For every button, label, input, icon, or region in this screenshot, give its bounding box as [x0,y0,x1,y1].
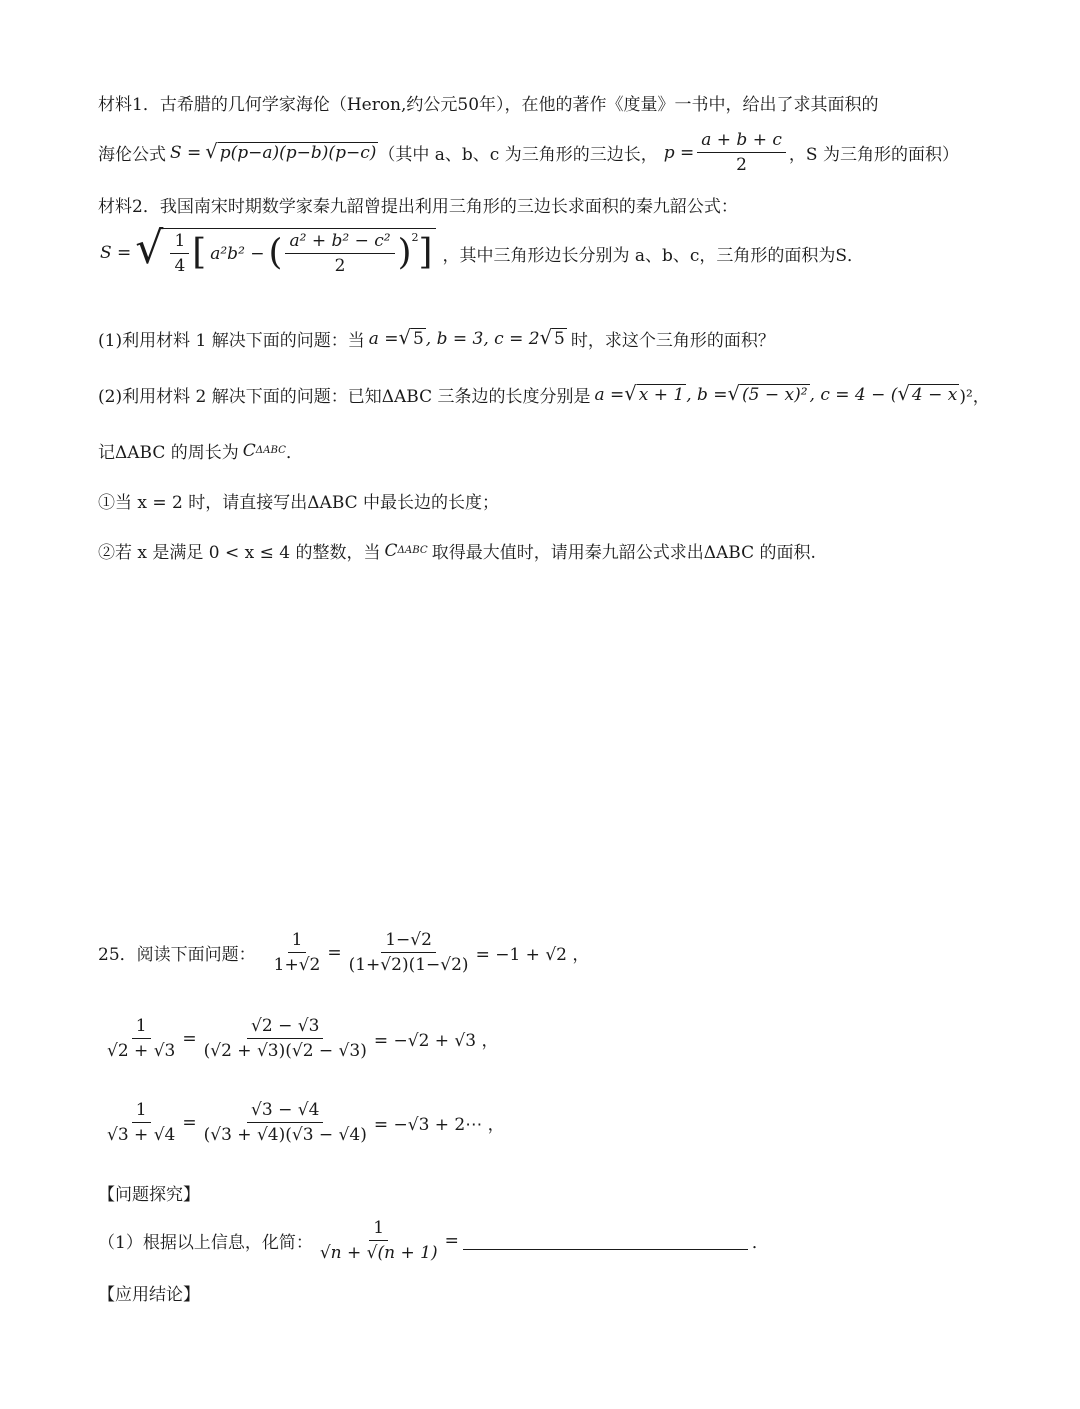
inner-den: 2 [334,256,346,276]
p25-eq3: $\frac{1}{√3 + √4}$ = $\frac{√3 - √4}{(√3 + √4)(√3 - √4)}$ = −√3 + 2⋯ ， [100,1100,505,1145]
eq1-frac1: $\frac{1}{1+√2}$ [273,930,321,975]
eq2-result: = −√2 + √3 ， [373,1031,499,1051]
q1-sqrt5-c: √ 5 [539,326,565,349]
p-eq: p = [663,142,695,163]
q1-sqrt5-a: √ 5 [398,326,424,349]
heron-radicand: p(p−a)(p−b)(p−c) [219,143,377,163]
qin-s: S = [100,243,132,263]
eq3-frac1: $\frac{1}{√3 + √4}$ [107,1100,176,1145]
q1-text: (1)利用材料 1 解决下面的问题：当 [98,331,365,351]
qin-note: ，其中三角形边长分别为 a、b、c，三角形的面积为S． [442,245,865,266]
q2-perimeter-text: 记ΔABC 的周长为 [98,443,239,463]
inner-num: a² + b² − c² [285,231,394,254]
q2-a-sqrt: √ x + 1 [624,382,685,405]
inner-fraction [285,231,394,276]
heron-formula-line [98,130,959,175]
heron-s: S = [170,142,202,163]
heron-note2: ，S 为三角形的面积） [788,145,959,165]
q2-sub1 [98,488,499,513]
p-numerator: a + b + c [697,130,786,153]
eq2-frac1: $\frac{1}{√2 + √3}$ [107,1016,176,1061]
q2-c-tail: )²， [959,387,990,407]
p25-label: 25．阅读下面问题： [98,945,256,965]
p-denominator: 2 [736,155,747,175]
q2-sub2-text-a: ②若 x 是满足 0 < x ≤ 4 的整数，当 [98,543,381,563]
p25-eq1: 25．阅读下面问题： $\frac{1}{1+√2}$ = $\frac{1-√2}{(1+√2)(1-√2)}$ = −1 + √2 ， [98,930,590,975]
eq3-result: = −√3 + 2⋯ ， [373,1115,505,1135]
p25-eq2: $\frac{1}{√2 + √3}$ = $\frac{√2 - √3}{(√2 + √3)(√2 - √3)}$ = −√2 + √3 ， [100,1016,499,1061]
q2-line1 [98,382,990,407]
eq2-frac2: $\frac{√2 - √3}{(√2 + √3)(√2 - √3)}$ [203,1016,367,1061]
eq1-frac2: $\frac{1-√2}{(1+√2)(1-√2)}$ [348,930,469,975]
heron-sqrt: √ p(p−a)(p−b)(p−c) [205,140,377,163]
eq3-frac2: $\frac{√3 - √4}{(√3 + √4)(√3 - √4)}$ [203,1100,367,1145]
quarter-den: 4 [174,256,186,276]
p25-q1: （1）根据以上信息，化简： $\frac{1}{√n + √(n + 1)}$ = ． [98,1218,769,1263]
explore-label: 【问题探究】 [98,1185,200,1205]
q2-c: , c = 4 − ( [809,384,898,405]
answer-blank[interactable] [463,1231,748,1250]
q2-text: (2)利用材料 2 解决下面的问题：已知ΔABC 三条边的长度分别是 [98,387,591,407]
q1-tail: 时，求这个三角形的面积？ [570,331,775,351]
heron-note1: （其中 a、b、c 为三角形的三边长， [378,145,658,165]
outer-exp: 2 [411,231,419,244]
p25-q1-text: （1）根据以上信息，化简： [98,1233,313,1253]
q2-sub2-text-b: 取得最大值时，请用秦九韶公式求出ΔABC 的面积. [431,543,816,563]
eq1-result: = −1 + √2 ， [475,945,590,965]
p25-q1-frac: $\frac{1}{√n + √(n + 1)}$ [319,1218,438,1263]
q2-c-sqrt: √ 4 − x [897,382,958,405]
apply-heading [98,1280,200,1305]
material1-line1 [98,90,879,115]
q1-line [98,326,775,351]
perimeter-sub: ΔABC [255,445,286,456]
quarter-fraction [170,231,189,276]
perimeter-symbol: C [242,440,256,461]
q2-sub2: ②若 x 是满足 0 < x ≤ 4 的整数，当 C ΔABC 取得最大值时，请用秦九韶公式求出ΔABC 的面积. [98,538,816,563]
qin-formula-line [100,223,865,278]
heron-prefix: 海伦公式 [98,145,166,165]
p-fraction [697,130,786,175]
q2-sub1-text: ①当 x = 2 时，请直接写出ΔABC 中最长边的长度； [98,493,500,513]
qin-sqrt: √ $\frac{1}{4}$ [ a²b² − ( $\frac{\text{a² + b² − c²}}{2}$ ) $^2$ ] [135,228,436,278]
explore-heading [98,1180,200,1205]
q2-b-sqrt: √ (5 − x)² [727,382,808,405]
q2-b: , b = [686,384,728,405]
material2-intro: 材料2．我国南宋时期数学家秦九韶曾提出利用三角形的三边长求面积的秦九韶公式： [98,197,738,217]
quarter-num: 1 [170,231,189,254]
q1-bc: , b = 3, c = 2 [425,328,540,349]
q1-a: a = [368,328,399,349]
material1-intro: 材料1．古希腊的几何学家海伦（Heron,约公元50年），在他的著作《度量》一书中，给出了求其面积的 [98,95,879,115]
q2-a: a = [594,384,625,405]
material2-line1 [98,192,738,217]
q2-line2: 记ΔABC 的周长为 C ΔABC ． [98,438,303,463]
apply-label: 【应用结论】 [98,1285,200,1305]
ab-term: a²b² − [210,243,265,264]
